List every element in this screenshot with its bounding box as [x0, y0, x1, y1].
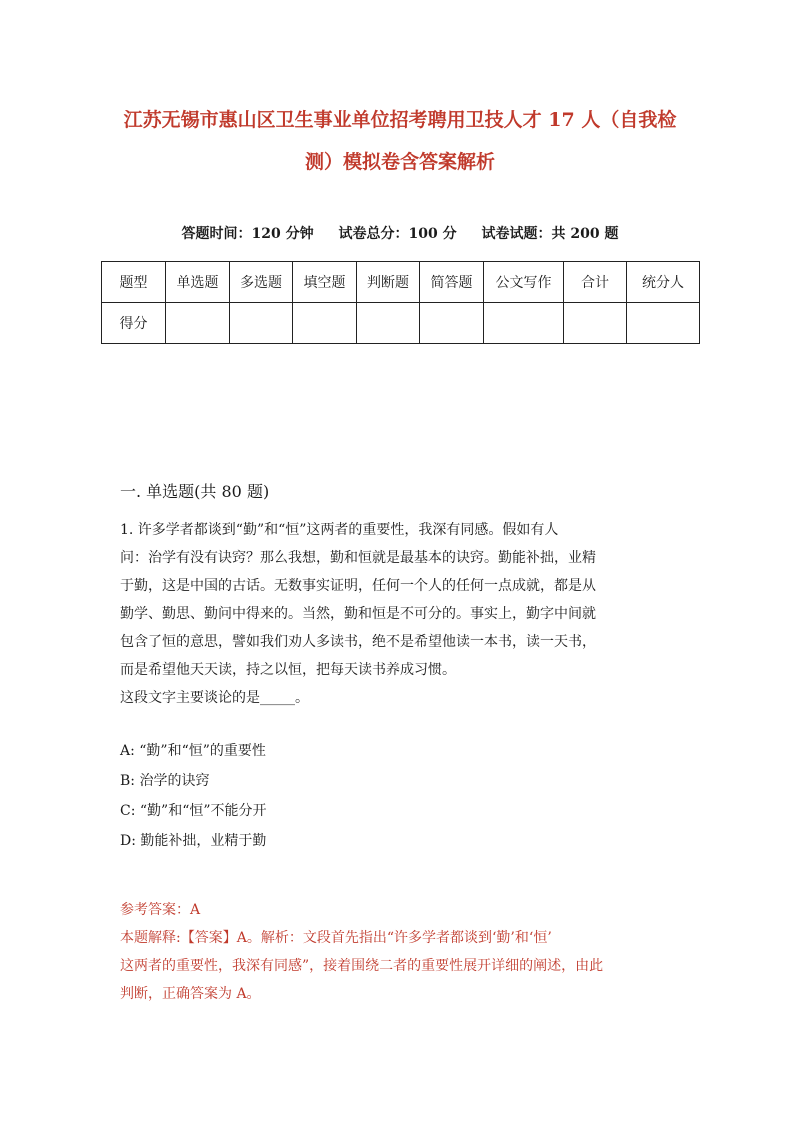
score-cell	[484, 303, 564, 344]
header-cell-official-writing: 公文写作	[484, 262, 564, 303]
explanation-line: 判断，正确答案为 A。	[120, 986, 261, 1002]
score-cell	[293, 303, 357, 344]
exam-total-score: 试卷总分：100 分	[338, 226, 457, 242]
explanation-line: 本题解释:【答案】A。解析：文段首先指出“许多学者都谈到‘勤’和‘恒’	[120, 930, 552, 946]
answer-block	[120, 896, 690, 1008]
header-cell-multiple-choice: 多选题	[230, 262, 293, 303]
score-cell	[166, 303, 230, 344]
score-cell	[627, 303, 700, 344]
document-title-line2: 测）模拟卷含答案解析	[304, 151, 495, 173]
question-line: 而是希望他天天读，持之以恒，把每天读书养成习惯。	[120, 662, 456, 678]
row-label-score: 得分	[102, 303, 166, 344]
document-title-line1: 江苏无锡市惠山区卫生事业单位招考聘用卫技人才 17 人（自我检	[123, 109, 677, 131]
question-line: 问：治学有没有诀窍？那么我想，勤和恒就是最基本的诀窍。勤能补拙，业精	[120, 550, 596, 566]
question-line: 1. 许多学者都谈到“勤”和“恒”这两者的重要性，我深有同感。假如有人	[120, 522, 559, 538]
option-d: D: 勤能补拙，业精于勤	[120, 833, 267, 849]
header-cell-type: 题型	[102, 262, 166, 303]
score-cell	[357, 303, 420, 344]
exam-question-count: 试卷试题：共 200 题	[481, 226, 619, 242]
question-line: 包含了恒的意思，譬如我们劝人多读书，绝不是希望他读一本书，读一天书，	[120, 634, 596, 650]
score-table	[101, 261, 700, 344]
score-cell	[420, 303, 484, 344]
score-table-score-row	[102, 303, 700, 344]
exam-time: 答题时间：120 分钟	[181, 226, 314, 242]
question-line: 勤学、勤思、勤问中得来的。当然，勤和恒是不可分的。事实上，勤字中间就	[120, 606, 596, 622]
score-cell	[564, 303, 627, 344]
header-cell-fill-blank: 填空题	[293, 262, 357, 303]
header-cell-single-choice: 单选题	[166, 262, 230, 303]
option-a: A: “勤”和“恒”的重要性	[120, 743, 266, 759]
header-cell-total: 合计	[564, 262, 627, 303]
question-stem	[120, 516, 680, 712]
option-b: B: 治学的诀窍	[120, 773, 210, 789]
section-title: 一. 单选题(共 80 题)	[120, 482, 270, 501]
score-table-header-row	[102, 262, 700, 303]
header-cell-short-answer: 简答题	[420, 262, 484, 303]
question-options	[120, 736, 680, 856]
header-cell-scorer: 统分人	[627, 262, 700, 303]
explanation-line: 这两者的重要性，我深有同感”，接着围绕二者的重要性展开详细的阐述，由此	[120, 958, 604, 974]
score-cell	[230, 303, 293, 344]
reference-answer: 参考答案：A	[120, 902, 201, 918]
question-line: 于勤，这是中国的古话。无数事实证明，任何一个人的任何一点成就，都是从	[120, 578, 596, 594]
question-prompt: 这段文字主要谈论的是_____。	[120, 690, 309, 706]
header-cell-true-false: 判断题	[357, 262, 420, 303]
exam-info	[100, 224, 700, 244]
option-c: C: “勤”和“恒”不能分开	[120, 803, 267, 819]
